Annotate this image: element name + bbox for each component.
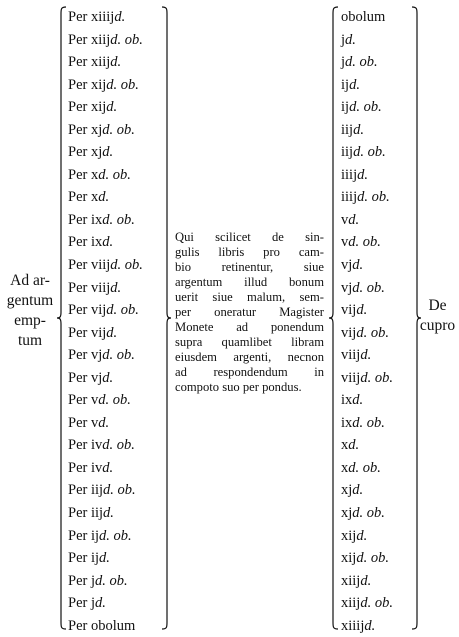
left-rate-row-text: Per vj [68,347,103,364]
right-rate-row-denomination: d. [360,572,372,589]
left-rate-row-denomination: d. [102,234,114,251]
left-rate-row-text: Per iij [68,482,104,499]
left-rate-row-text: Per viij [68,257,111,274]
right-rate-row-denomination: d. [356,527,368,544]
right-rate-row [341,141,393,164]
left-rate-list [68,6,143,637]
left-rate-row-text: Per ij [68,527,100,544]
left-rate-row-denomination: d. [99,550,110,567]
right-rate-row-denomination: d. ob. [352,505,385,522]
left-rate-row [68,457,143,480]
left-rate-row-text: Per xij [68,76,107,93]
middle-paragraph [175,230,324,395]
left-rate-row [68,570,143,593]
right-rate-row [341,547,393,570]
left-label [0,271,60,351]
right-rate-row [341,457,393,480]
right-rate-row [341,119,393,142]
left-rate-row-denomination: d. [106,324,118,341]
left-rate-row-denomination: d. ob. [98,392,131,409]
left-rate-row [68,299,143,322]
left-rate-row-denomination: d. ob. [106,302,139,319]
left-rate-row-denomination: d. ob. [99,527,132,544]
left-label-line: tum [17,332,43,349]
middle-paragraph-line: eiusdem argenti, necnon [175,350,324,364]
left-rate-row [68,51,143,74]
left-rate-row-text: Per xij [68,99,107,116]
right-rate-row-text: vj [341,257,353,274]
right-rate-row-denomination: d. [357,166,368,183]
left-outer-brace [57,6,67,630]
right-rate-row [341,186,393,209]
middle-paragraph-line: per oneratur Magister [175,305,324,319]
right-rate-row-denomination: d. [348,437,360,454]
right-rate-row-text: xiij [341,595,361,612]
left-rate-row-denomination: d. [102,459,114,476]
left-rate-row-denomination: d. ob. [110,31,143,48]
right-rate-row-denomination: d. ob. [353,144,386,161]
left-rate-row-denomination: d. [106,99,118,116]
middle-paragraph-line: argentum illud bonum [175,275,324,289]
right-label [416,296,459,336]
right-rate-row-text: j [341,54,346,71]
right-rate-row [341,96,393,119]
left-rate-row [68,6,143,29]
right-rate-row-text: iiij [341,166,358,183]
left-rate-row [68,344,143,367]
right-rate-row-denomination: d. [360,347,372,364]
right-rate-row [341,615,393,637]
middle-paragraph-line: Qui scilicet de sin- [175,230,324,244]
left-rate-row-denomination: d. [110,54,122,71]
right-rate-row-text: xiiij [341,617,365,634]
right-rate-row-text: v [341,211,349,228]
right-rate-row-denomination: d. [364,617,376,634]
left-rate-row-denomination: d. [98,189,110,206]
left-rate-row [68,96,143,119]
right-rate-row-text: iij [341,144,354,161]
left-rate-row-text: Per xiij [68,31,111,48]
middle-paragraph-line: gulis libris pro cam- [175,245,324,259]
left-rate-row-denomination: d. [102,144,114,161]
right-rate-row [341,367,393,390]
left-label-line: emp- [14,312,46,329]
right-rate-row [341,277,393,300]
left-rate-row-text: Per x [68,166,99,183]
left-rate-row [68,592,143,615]
right-rate-row [341,29,393,52]
right-rate-row-denomination: d. ob. [349,99,382,116]
left-rate-row-text: Per vij [68,324,107,341]
right-rate-row [341,164,393,187]
left-rate-row-text: Per xj [68,144,103,161]
left-rate-row-text: Per xiiij [68,9,115,25]
right-inner-brace [329,6,339,630]
right-rate-row [341,525,393,548]
left-rate-row-text: Per xj [68,121,103,138]
right-rate-row-denomination: d. ob. [348,459,381,476]
right-rate-row-text: ix [341,414,353,431]
left-rate-row-denomination: d. [110,279,122,296]
right-rate-row-denomination: d. ob. [360,369,393,386]
left-rate-row-text: Per v [68,414,99,431]
right-rate-row-denomination: d. [352,482,364,499]
left-rate-row [68,141,143,164]
left-inner-brace [161,6,171,630]
right-rate-row [341,6,393,29]
right-rate-row-denomination: d. [349,76,360,93]
right-rate-row-denomination: d. ob. [348,234,381,251]
right-rate-row-text: vij [341,324,357,341]
right-rate-row-text: ij [341,76,350,93]
left-rate-row-denomination: d. ob. [94,572,128,589]
right-rate-row-text: xiij [341,572,361,589]
right-rate-row-denomination: d. ob. [345,54,378,71]
middle-paragraph-line: Monete ad ponendum [175,320,324,334]
middle-paragraph-line: uerit siue malum, sem- [175,290,324,304]
right-rate-row [341,479,393,502]
right-rate-row [341,344,393,367]
right-rate-row-text: xj [341,482,353,499]
right-rate-row-text: xj [341,505,353,522]
right-rate-row [341,592,393,615]
right-rate-row-denomination: d. [352,392,364,409]
left-rate-row [68,29,143,52]
right-rate-row-denomination: d. ob. [356,324,389,341]
left-rate-row-text: Per iv [68,437,103,454]
right-rate-row [341,502,393,525]
right-rate-row-text: iiij [341,189,358,206]
right-rate-row-denomination: d. [352,257,364,274]
right-rate-row-text: xij [341,527,357,544]
left-rate-row [68,412,143,435]
right-label-line: cupro [419,317,456,334]
right-label-line: De [428,297,447,314]
right-rate-row-denomination: d. [356,302,368,319]
right-rate-list [341,6,393,637]
right-rate-row [341,322,393,345]
left-rate-row-text: Per vij [68,302,107,319]
left-rate-row-denomination: d. ob. [110,257,143,274]
left-rate-row-text: Per ix [68,234,103,251]
left-rate-row [68,615,143,637]
right-rate-row-text: ij [341,99,350,116]
left-rate-row-denomination: d. ob. [102,347,135,364]
right-rate-row [341,74,393,97]
right-rate-row-text: iij [341,121,354,138]
right-rate-row [341,231,393,254]
left-rate-row-text: Per viij [68,279,111,296]
right-rate-row-text: viij [341,369,361,386]
left-rate-row-denomination: d. [98,414,110,431]
right-rate-row-denomination: d. ob. [357,189,390,206]
right-rate-row-text: x [341,459,349,476]
right-rate-row-text: v [341,234,349,251]
middle-paragraph-line: supra quamlibet libram [175,335,324,349]
right-rate-row [341,209,393,232]
left-rate-row [68,479,143,502]
middle-paragraph-line: bio retinentur, siue [175,260,324,274]
right-rate-row-denomination: d. [345,31,356,48]
left-rate-row [68,547,143,570]
left-rate-row [68,434,143,457]
left-rate-row-denomination: d. ob. [102,437,135,454]
right-rate-row-text: x [341,437,349,454]
left-rate-row-denomination: d. [114,9,126,25]
left-rate-row-text: Per j [68,595,95,612]
right-rate-row-text: obolum [341,9,386,25]
left-rate-row-denomination: d. [103,505,114,522]
right-rate-row-text: j [341,31,346,48]
left-label-line: Ad ar- [10,272,50,289]
right-rate-row [341,570,393,593]
left-rate-row [68,389,143,412]
right-rate-row [341,51,393,74]
left-rate-row [68,209,143,232]
left-rate-row [68,525,143,548]
left-rate-row [68,164,143,187]
left-rate-row [68,74,143,97]
right-rate-row-denomination: d. ob. [360,595,393,612]
right-rate-row-denomination: d. ob. [352,414,385,431]
left-rate-row-text: Per x [68,189,99,206]
right-rate-row [341,299,393,322]
left-rate-row-text: Per ij [68,550,100,567]
left-rate-row [68,322,143,345]
middle-paragraph-line: compoto suo per pondus. [175,380,302,394]
right-rate-row [341,389,393,412]
left-rate-row-denomination: d. [94,595,106,612]
left-rate-row [68,119,143,142]
left-label-line: gentum [6,292,54,309]
right-rate-row [341,412,393,435]
right-rate-row-text: vj [341,279,353,296]
left-rate-row [68,277,143,300]
right-rate-row [341,254,393,277]
left-rate-row-denomination: d. ob. [102,211,135,228]
left-rate-row-text: Per iij [68,505,104,522]
left-rate-row [68,367,143,390]
right-rate-row-text: vij [341,302,357,319]
left-rate-row [68,254,143,277]
right-rate-row [341,434,393,457]
left-rate-row-text: Per iv [68,459,103,476]
left-rate-row-text: Per xiij [68,54,111,71]
left-rate-row [68,186,143,209]
right-rate-row-denomination: d. ob. [352,279,385,296]
middle-paragraph-line: ad respondendum in [175,365,324,379]
left-rate-row-denomination: d. ob. [103,482,136,499]
left-rate-row [68,502,143,525]
right-rate-row-text: viij [341,347,361,364]
right-rate-row-denomination: d. [353,121,364,138]
right-rate-row-text: ix [341,392,353,409]
left-rate-row-text: Per j [68,572,95,589]
right-rate-row-denomination: d. [348,211,360,228]
left-rate-row-denomination: d. ob. [102,121,135,138]
left-rate-row-denomination: d. ob. [106,76,139,93]
left-rate-row-text: Per obolum [68,617,136,634]
right-rate-row-text: xij [341,550,357,567]
left-rate-row-denomination: d. [102,369,114,386]
left-rate-row-text: Per ix [68,211,103,228]
left-rate-row-denomination: d. ob. [98,166,131,183]
right-rate-row-denomination: d. ob. [356,550,389,567]
left-rate-row [68,231,143,254]
left-rate-row-text: Per v [68,392,99,409]
left-rate-row-text: Per vj [68,369,103,386]
